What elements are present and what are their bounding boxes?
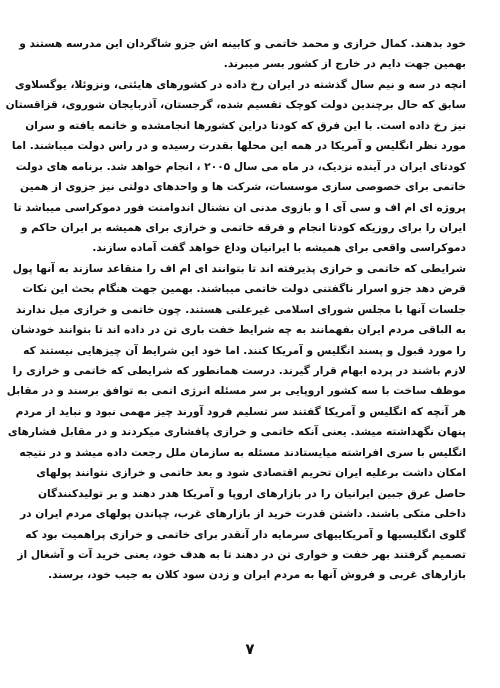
text-line: گلوی انگلیسیها و آمریکاییهای سرمایه دار آنقدر برای خاتمی و خرازی پراهمیت بود که bbox=[25, 528, 466, 541]
text-line: دموکراسی واقعی برای همیشه با ایرانیان وداع خواهد گفت آماده سازند. bbox=[92, 242, 466, 255]
text-line: داخلی متکی باشند. داشتن قدرت خرید از بازارهای غرب، چپاندن پولهای مردم ایران در bbox=[20, 508, 466, 521]
text-line: پروژه ای ام اف و سی آی ا و بازوی مدنی ان نشنال اندوامنت فور دموکراسی میباشد تا bbox=[13, 201, 466, 214]
text-line: مورد نظر انگلیس و آمریکا در همه این محلها بقدرت رسیده و در راس دولت میباشند. اما bbox=[11, 140, 466, 153]
text-line: انچه در سه و نیم سال گذشته در ایران رخ داده در کشورهای هایئتی، ونزوئلا، یوگسلاوی bbox=[14, 78, 466, 91]
text-line: شرایطی که خاتمی و خرازی پذیرفته اند تا بتوانند ای ام اف را متقاعد سازند به آنها پول bbox=[12, 262, 466, 275]
body-text bbox=[5, 34, 466, 586]
text-line: انگلیس با سری افراشته میایستادند مسئله به سازمان ملل رجعت داده میشد و در نتیجه bbox=[19, 446, 466, 459]
text-line: را مورد قبول و پسند انگلیس و آمریکا کنند. اما خود این شرایط آن چیزهایی نیستند که bbox=[23, 344, 466, 357]
text-line: پنهان نگهداشته میشد. یعنی آنکه خاتمی و خرازی پافشاری میکردند و در مقابل فشارهای bbox=[7, 426, 466, 439]
text-line: کودتای ایران در آینده نزدیک، در ماه می سال ۲۰۰۵ ، انجام خواهد شد. برنامه های دولت bbox=[15, 160, 466, 173]
text-line: تصمیم گرفتند بهر خفت و خواری تن در دهند تا به هدف خود، یعنی خرید آت و آشغال از bbox=[17, 548, 466, 561]
text-line: خاتمی برای خصوصی سازی موسسات، شرکت ها و واحدهای دولتی نیز جزوی از همین bbox=[20, 181, 466, 194]
text-line: به الباقی مردم ایران بفهمانند به چه شرایط خفت باری تن در داده اند تا بتوانند خودشان bbox=[11, 324, 466, 337]
text-line: جلسات آنها با مجلس شورای اسلامی غیرعلنی هستند. چون خاتمی و خرازی میل ندارند bbox=[15, 303, 466, 316]
text-line: سابق که حال برچندین دولت کوچک تقسیم شده، گرجستان، آذربایجان شوروی، قزاقستان bbox=[5, 99, 466, 112]
text-line: خود بدهند. کمال خرازی و محمد خاتمی و کابینه اش جزو شاگردان این مدرسه هستند و bbox=[19, 38, 466, 50]
text-line: بهمین جهت دایم در خارج از کشور بسر میبرند. bbox=[223, 58, 466, 71]
text-line: موظف ساخت با سه کشور اروپایی بر سر مسئله انرژی اتمی به توافق برسند و در مقابل bbox=[6, 385, 466, 398]
text-line: قرض دهد جزو اسرار ناگفتنی دولت خاتمی میباشند. بهمین جهت هنگام بحث این نکات bbox=[22, 283, 466, 296]
text-line: هر آنچه که انگلیس و آمریکا گفتند سر تسلیم فرود آورند چیز مهمی نبود و نباید از مردم bbox=[15, 405, 466, 418]
text-line: نیز رخ داده است. با این فرق که کودتا دراین کشورها انجامشده و خاتمه یافته و سران bbox=[25, 119, 466, 132]
text-line: حاصل عرق جبین ایرانیان را در بازارهای اروپا و آمریکا هدر دهند و بر تولیدکنندگان bbox=[38, 487, 466, 500]
text-line: بازارهای غربی و فروش آنها به مردم ایران و زدن سود کلان به جیب خود، برسند. bbox=[48, 569, 466, 582]
text-line: لازم باشند در پرده ابهام قرار گیرند. درست همانطور که شرایطی که خاتمی و خرازی را bbox=[12, 365, 466, 377]
text-line: ایران را برای روزیکه کودتا انجام و فرقه خاتمی و خرازی برای همیشه بر ایران حاکم و bbox=[20, 221, 466, 234]
text-line: امکان داشت برعلیه ایران تحریم اقتصادی شود و بعد خاتمی و خرازی نتوانند پولهای bbox=[36, 467, 466, 480]
page-number: ۷ bbox=[245, 640, 255, 658]
